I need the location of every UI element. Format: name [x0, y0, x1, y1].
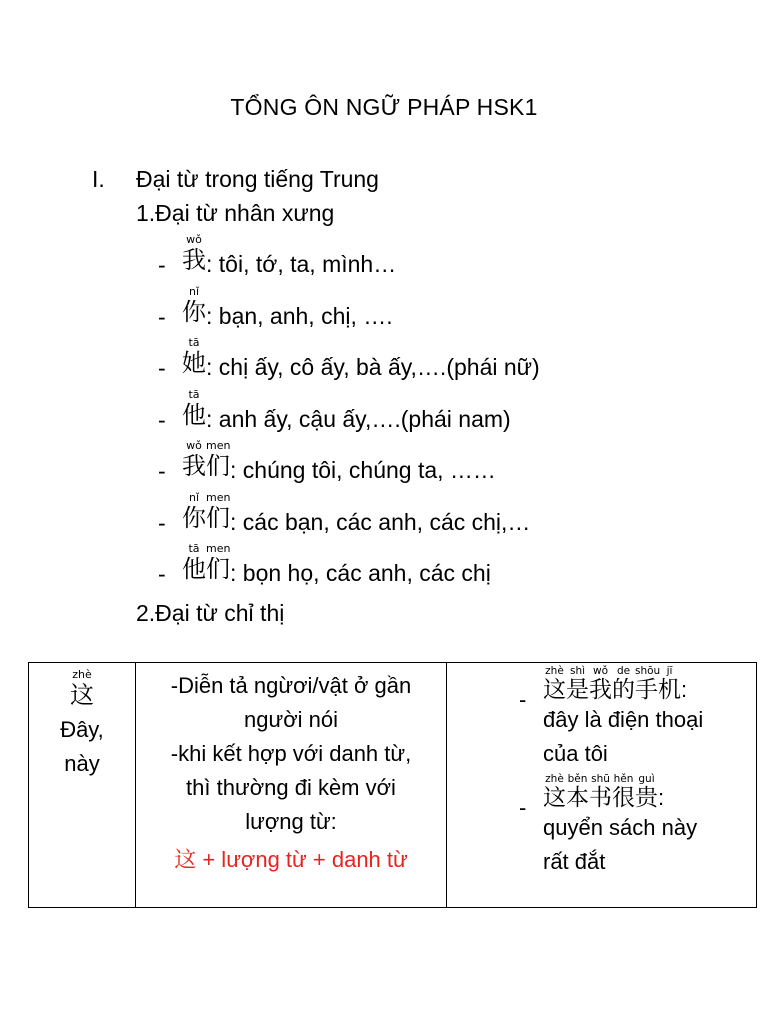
pronoun-meaning: : bọn họ, các anh, các chị [230, 560, 491, 586]
pinyin: tā [188, 336, 200, 349]
hanzi: 贵 [635, 785, 658, 811]
pinyin: men [206, 439, 231, 452]
hanzi: 我 [589, 677, 612, 703]
hanzi: 手 [635, 677, 658, 703]
section-label: Đại từ trong tiếng Trung [136, 166, 379, 192]
example-item [447, 773, 756, 879]
ruby-char [182, 492, 206, 532]
pronoun-hanzi [182, 286, 206, 326]
hanzi: 很 [612, 785, 635, 811]
hanzi: 你 [182, 503, 206, 532]
pronoun-meaning: : tôi, tớ, ta, mình… [206, 251, 397, 277]
ruby-char [182, 234, 206, 274]
pinyin: de [616, 665, 631, 677]
pinyin: nǐ [188, 490, 200, 504]
pronoun-hanzi [182, 234, 206, 274]
ruby-char [182, 286, 206, 326]
bullet-dash: - [158, 355, 166, 381]
ruby-char [182, 543, 206, 583]
ruby-char [589, 773, 612, 811]
hanzi: 这 [543, 785, 566, 811]
hanzi: 我 [182, 246, 206, 274]
description-line: lượng từ: [245, 809, 337, 834]
pinyin: shū [591, 773, 610, 785]
hanzi: 书 [589, 785, 612, 811]
example-gloss-line: của tôi [543, 741, 608, 766]
example-gloss-line: rất đắt [543, 849, 606, 874]
ruby-char [206, 543, 230, 583]
ruby-char [589, 665, 612, 703]
hanzi: 这 [70, 681, 94, 709]
example-gloss-line: đây là điện thoại [543, 707, 704, 732]
pinyin: shōu [635, 665, 661, 677]
example-gloss-line: quyển sách này [543, 815, 698, 840]
hanzi: 本 [566, 785, 589, 811]
pronoun-meaning: : chúng tôi, chúng ta, …… [230, 457, 496, 483]
pinyin: wǒ [186, 233, 202, 246]
page-title: TỔNG ÔN NGỮ PHÁP HSK1 [230, 94, 538, 120]
example-colon: : [681, 677, 688, 702]
ruby-char [182, 389, 206, 429]
hanzi: 的 [612, 677, 635, 703]
ruby-char [658, 665, 681, 703]
table-cell-examples [447, 663, 757, 908]
bullet-dash: - [158, 252, 166, 278]
pinyin: zhè [545, 773, 564, 785]
pinyin: wǒ [186, 439, 202, 452]
example-sentence [543, 665, 756, 703]
hanzi: 是 [566, 677, 589, 703]
ruby-char [182, 337, 206, 377]
ruby-char [182, 440, 206, 480]
table-cell-word [29, 663, 136, 908]
bullet-dash: - [519, 687, 527, 712]
subheading-demonstrative-pronouns: 2.Đại từ chỉ thị [136, 600, 285, 626]
ruby-char [566, 773, 589, 811]
pronoun-hanzi [182, 440, 230, 480]
ruby-char [635, 665, 661, 703]
pinyin: guì [638, 773, 655, 785]
ruby-char [612, 773, 635, 811]
ruby-char [543, 665, 566, 703]
hanzi: 他 [182, 400, 206, 429]
pinyin: men [206, 542, 231, 555]
table-row [29, 663, 757, 908]
hanzi: 你 [182, 297, 206, 326]
pronoun-meaning: : chị ấy, cô ấy, bà ấy,….(phái nữ) [206, 354, 540, 380]
pinyin: wǒ [592, 665, 608, 677]
pinyin: nǐ [188, 284, 200, 298]
bullet-dash: - [158, 303, 166, 330]
hanzi: 她 [182, 349, 206, 377]
pinyin: zhè [545, 665, 564, 677]
ruby-char [206, 440, 230, 480]
description-line: người nói [244, 707, 338, 732]
pronoun-meaning: : các bạn, các anh, các chị,… [230, 508, 531, 535]
hanzi: 他 [182, 555, 206, 583]
example-colon: : [658, 785, 665, 810]
hanzi: 们 [206, 503, 230, 532]
subheading-personal-pronouns: 1.Đại từ nhân xưng [136, 200, 335, 226]
ruby-char [566, 665, 589, 703]
description-line: thì thường đi kèm với [186, 775, 396, 800]
description-line: -khi kết hợp với danh từ, [170, 741, 412, 766]
pinyin: men [206, 490, 231, 504]
ruby-char [206, 492, 230, 532]
hanzi: 们 [206, 555, 230, 583]
pronoun-meaning: : bạn, anh, chị, …. [206, 302, 393, 329]
pronoun-hanzi [182, 389, 206, 429]
hanzi: 机 [658, 677, 681, 703]
section-heading [92, 166, 379, 193]
ruby-char [612, 665, 635, 703]
bullet-dash: - [158, 458, 166, 484]
hanzi: 们 [206, 452, 230, 480]
pronoun-hanzi [182, 543, 230, 583]
pinyin: běn [567, 773, 588, 785]
description-line: -Diễn tả ngừơi/vật ở gần [170, 673, 412, 698]
ruby-char [543, 773, 566, 811]
bullet-dash: - [519, 795, 527, 820]
pronoun-hanzi [182, 492, 230, 532]
section-number: I. [92, 166, 105, 192]
ruby-char [70, 669, 94, 709]
pinyin: tā [188, 542, 200, 555]
demonstrative-table [28, 662, 757, 908]
pinyin: jī [666, 665, 673, 677]
formula: 这 + lượng từ + danh từ [174, 847, 408, 872]
pronoun-hanzi [182, 337, 206, 377]
table-cell-description [136, 663, 447, 908]
hanzi: 我 [182, 452, 206, 480]
pinyin: tā [188, 387, 200, 401]
example-item [447, 665, 756, 771]
ruby-char [635, 773, 658, 811]
pronoun-meaning: : anh ấy, cậu ấy,….(phái nam) [206, 405, 511, 432]
hanzi: 这 [543, 677, 566, 703]
word-meaning-line: Đây, [60, 717, 104, 742]
pinyin: hěn [613, 773, 634, 785]
bullet-dash: - [158, 561, 166, 587]
example-sentence [543, 773, 756, 811]
bullet-dash: - [158, 406, 166, 433]
pinyin: shì [569, 665, 586, 677]
pinyin: zhè [72, 668, 92, 681]
word-meaning-line: này [64, 751, 100, 776]
bullet-dash: - [158, 509, 166, 536]
